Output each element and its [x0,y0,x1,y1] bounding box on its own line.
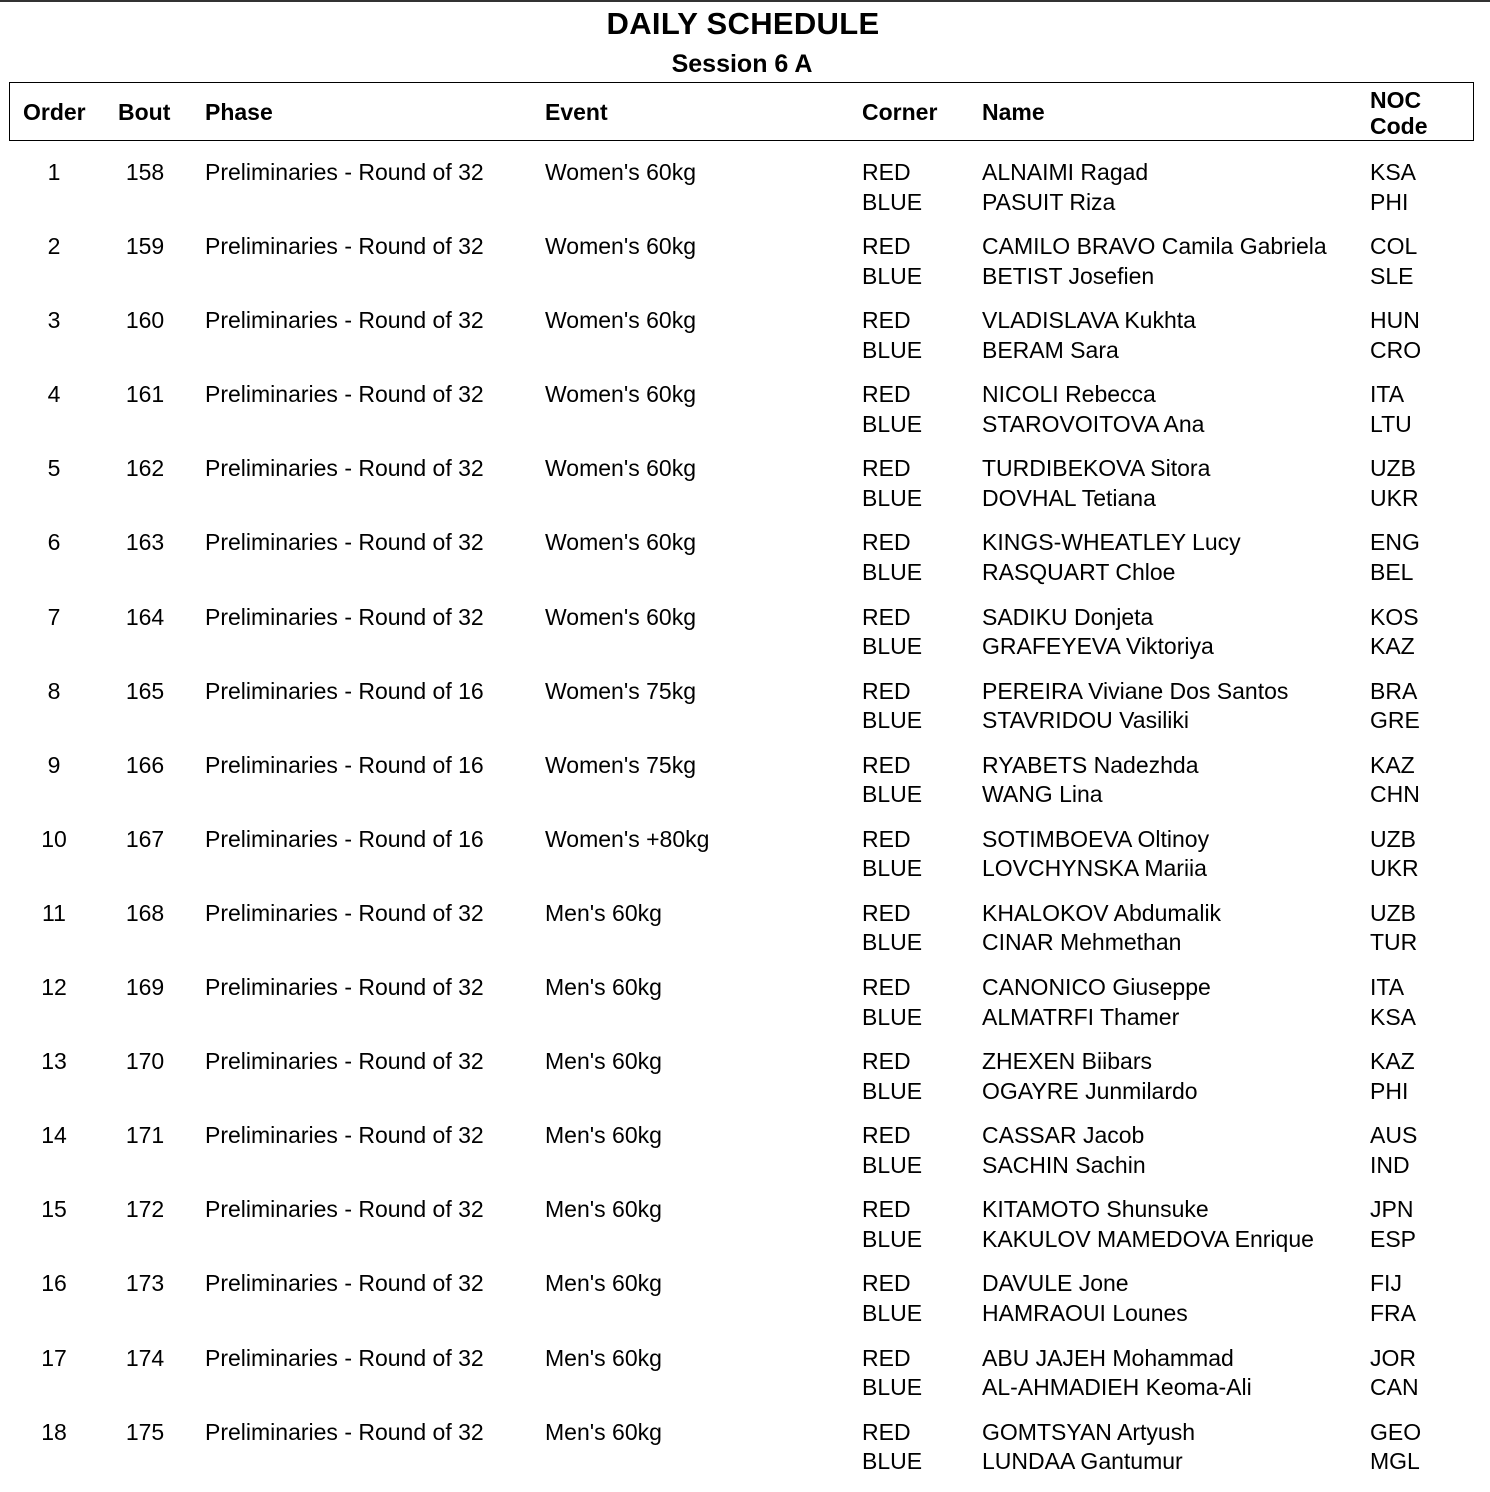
bout-cell: 159 [125,233,165,260]
corner-blue: BLUE [862,188,923,215]
column-header-noc-line1: NOC [1370,87,1422,113]
order-cell: 9 [47,751,61,778]
corner-blue: BLUE [862,707,923,734]
blue-athlete-name: RASQUART Chloe [982,558,1176,585]
noc-cell [1370,158,1416,217]
blue-athlete-name: AL-AHMADIEH Keoma-Ali [982,1374,1252,1400]
blue-noc-code: KAZ [1370,633,1415,660]
noc-cell [1370,751,1420,810]
corner-blue: BLUE [862,336,923,363]
red-noc-code: UZB [1370,825,1416,852]
bout-cell: 164 [125,603,165,630]
corner-red: RED [862,1122,911,1149]
order-cell: 2 [47,233,61,260]
event-cell: Women's 60kg [545,529,696,556]
order-cell: 11 [42,899,66,926]
blue-athlete-name: KAKULOV MAMEDOVA Enrique [982,1225,1314,1252]
red-noc-code: ITA [1370,974,1405,1001]
blue-noc-code: FRA [1370,1299,1416,1326]
event-cell: Men's 60kg [545,1344,662,1371]
column-header-noc-line2: Code [1370,113,1428,139]
bout-cell: 162 [125,455,165,482]
table-row [0,603,1490,677]
order-cell: 14 [41,1122,67,1149]
event-cell: Women's 60kg [545,307,696,334]
event-cell: Women's +80kg [545,825,710,852]
blue-athlete-name: ALMATRFI Thamer [982,1003,1180,1030]
table-row [0,380,1490,454]
noc-cell [1370,454,1419,513]
blue-noc-code: IND [1370,1151,1410,1178]
order-cell: 4 [47,381,61,408]
phase-cell: Preliminaries - Round of 16 [205,825,484,852]
red-noc-code: ENG [1370,529,1420,556]
red-noc-code: UZB [1370,455,1416,482]
order-cell: 16 [41,1270,67,1297]
noc-cell [1370,1047,1415,1106]
page-title: DAILY SCHEDULE [606,6,880,41]
phase-cell: Preliminaries - Round of 32 [205,455,484,482]
event-cell: Women's 60kg [545,381,696,408]
corner-cell [862,1418,922,1477]
noc-cell [1370,677,1420,736]
blue-noc-code: CAN [1370,1374,1419,1400]
order-cell: 18 [41,1418,67,1445]
event-cell: Women's 60kg [545,455,696,482]
corner-red: RED [862,381,911,408]
table-row [0,528,1490,602]
red-noc-code: JOR [1370,1344,1416,1371]
red-athlete-name: SADIKU Donjeta [982,603,1154,630]
corner-blue: BLUE [862,1299,923,1326]
corner-red: RED [862,603,911,630]
red-noc-code: KOS [1370,603,1419,630]
order-cell: 8 [47,677,61,704]
table-row [0,1344,1490,1418]
table-row [0,1195,1490,1269]
corner-cell [862,1047,922,1106]
corner-cell [862,1195,922,1254]
column-header-phase: Phase [205,99,273,125]
order-cell: 17 [41,1344,67,1371]
event-cell: Men's 60kg [545,1048,662,1075]
corner-blue: BLUE [862,1003,923,1030]
event-cell: Women's 60kg [545,233,696,260]
corner-red: RED [862,677,911,704]
blue-athlete-name: WANG Lina [982,781,1103,808]
order-cell: 15 [41,1196,67,1223]
column-header-bout: Bout [118,99,171,125]
name-cell [982,528,1241,587]
phase-cell: Preliminaries - Round of 32 [205,159,484,185]
event-cell: Men's 60kg [545,1418,662,1445]
blue-noc-code: KSA [1370,1003,1417,1030]
corner-cell [862,306,922,365]
bout-cell: 163 [125,529,165,556]
blue-athlete-name: PASUIT Riza [982,188,1116,215]
event-cell: Women's 60kg [545,159,696,185]
corner-blue: BLUE [862,781,923,808]
noc-cell [1370,232,1417,291]
event-cell: Men's 60kg [545,899,662,926]
red-athlete-name: CANONICO Giuseppe [982,974,1211,1001]
order-cell: 10 [41,825,67,852]
blue-noc-code: SLE [1370,262,1414,289]
red-athlete-name: NICOLI Rebecca [982,381,1156,408]
phase-cell: Preliminaries - Round of 32 [205,899,484,926]
red-athlete-name: ABU JAJEH Mohammad [982,1344,1234,1371]
corner-red: RED [862,529,911,556]
name-cell [982,1269,1188,1328]
corner-red: RED [862,751,911,778]
corner-blue: BLUE [862,262,923,289]
red-athlete-name: ZHEXEN Biibars [982,1048,1152,1075]
name-cell [982,232,1327,291]
corner-blue: BLUE [862,1225,923,1252]
column-header-corner: Corner [862,99,938,125]
corner-cell [862,1344,922,1403]
corner-cell [862,899,922,958]
noc-cell [1370,825,1419,884]
red-noc-code: JPN [1370,1196,1414,1223]
corner-blue: BLUE [862,410,923,437]
bout-cell: 168 [125,899,165,926]
name-cell [982,1418,1195,1477]
red-athlete-name: VLADISLAVA Kukhta [982,307,1196,334]
corner-cell [862,454,922,513]
corner-blue: BLUE [862,1077,923,1104]
bout-cell: 170 [125,1048,165,1075]
red-athlete-name: TURDIBEKOVA Sitora [982,455,1211,482]
corner-cell [862,380,922,439]
event-cell: Men's 60kg [545,974,662,1001]
noc-cell [1370,1418,1421,1477]
schedule-table-body [0,158,1490,1492]
bout-cell: 174 [125,1344,165,1371]
table-row [0,677,1490,751]
blue-athlete-name: OGAYRE Junmilardo [982,1077,1198,1104]
bout-cell: 173 [125,1270,165,1297]
table-row [0,899,1490,973]
red-noc-code: UZB [1370,899,1416,926]
blue-noc-code: ESP [1370,1225,1417,1252]
corner-cell [862,158,922,217]
blue-noc-code: UKR [1370,855,1419,882]
corner-red: RED [862,159,911,185]
red-noc-code: AUS [1370,1122,1418,1149]
phase-cell: Preliminaries - Round of 32 [205,974,484,1001]
red-athlete-name: ALNAIMI Ragad [982,159,1149,185]
phase-cell: Preliminaries - Round of 32 [205,1196,484,1223]
noc-cell [1370,603,1419,662]
corner-red: RED [862,307,911,334]
corner-blue: BLUE [862,633,923,660]
noc-cell [1370,1269,1416,1328]
bout-cell: 167 [125,825,165,852]
corner-blue: BLUE [862,855,923,882]
corner-cell [862,751,922,810]
name-cell [982,899,1221,958]
noc-cell [1370,1121,1417,1180]
red-athlete-name: KINGS-WHEATLEY Lucy [982,529,1241,556]
column-header-order: Order [23,99,86,125]
corner-red: RED [862,1270,911,1297]
corner-cell [862,603,922,662]
corner-cell [862,973,922,1032]
blue-athlete-name: STAVRIDOU Vasiliki [982,707,1190,734]
blue-athlete-name: CINAR Mehmethan [982,929,1182,956]
corner-red: RED [862,899,911,926]
corner-cell [862,1121,922,1180]
corner-red: RED [862,233,911,260]
noc-cell [1370,528,1420,587]
name-cell [982,306,1196,365]
red-athlete-name: GOMTSYAN Artyush [982,1418,1196,1445]
red-noc-code: KAZ [1370,751,1415,778]
blue-athlete-name: GRAFEYEVA Viktoriya [982,633,1214,660]
order-cell: 3 [47,307,61,334]
blue-athlete-name: STAROVOITOVA Ana [982,410,1205,437]
event-cell: Women's 75kg [545,677,696,704]
name-cell [982,603,1214,662]
bout-cell: 172 [125,1196,165,1223]
order-cell: 5 [47,455,61,482]
corner-blue: BLUE [862,1151,923,1178]
corner-red: RED [862,1344,911,1371]
blue-noc-code: LTU [1370,410,1412,437]
blue-athlete-name: DOVHAL Tetiana [982,484,1156,511]
red-noc-code: GEO [1370,1418,1422,1445]
noc-cell [1370,306,1421,365]
blue-athlete-name: BETIST Josefien [982,262,1155,289]
event-cell: Men's 60kg [545,1196,662,1223]
table-row [0,1121,1490,1195]
column-header-noc-code [1370,87,1460,139]
corner-blue: BLUE [862,558,923,585]
noc-cell [1370,1195,1416,1254]
noc-cell [1370,1344,1419,1403]
blue-noc-code: BEL [1370,558,1414,585]
column-header-event: Event [545,99,608,125]
blue-noc-code: GRE [1370,707,1420,734]
name-cell [982,677,1288,736]
blue-athlete-name: LUNDAA Gantumur [982,1448,1183,1475]
red-athlete-name: KITAMOTO Shunsuke [982,1196,1209,1223]
name-cell [982,380,1204,439]
name-cell [982,1047,1198,1106]
table-row [0,232,1490,306]
phase-cell: Preliminaries - Round of 16 [205,751,484,778]
red-noc-code: FIJ [1370,1270,1402,1297]
red-noc-code: HUN [1370,307,1420,334]
table-row [0,306,1490,380]
table-row [0,1418,1490,1492]
corner-cell [862,232,922,291]
noc-cell [1370,380,1412,439]
top-rule [0,0,1490,2]
red-noc-code: ITA [1370,381,1405,408]
phase-cell: Preliminaries - Round of 16 [205,677,484,704]
corner-red: RED [862,1418,911,1445]
corner-red: RED [862,974,911,1001]
event-cell: Men's 60kg [545,1270,662,1297]
corner-red: RED [862,455,911,482]
phase-cell: Preliminaries - Round of 32 [205,1048,484,1075]
corner-cell [862,528,922,587]
red-athlete-name: RYABETS Nadezhda [982,751,1199,778]
column-header-name: Name [982,99,1045,125]
blue-noc-code: MGL [1370,1448,1420,1475]
red-athlete-name: PEREIRA Viviane Dos Santos [982,677,1289,704]
phase-cell: Preliminaries - Round of 32 [205,1418,484,1445]
blue-noc-code: CHN [1370,781,1420,808]
name-cell [982,751,1199,810]
bout-cell: 175 [125,1418,165,1445]
corner-red: RED [862,1048,911,1075]
table-row [0,1269,1490,1343]
name-cell [982,158,1148,217]
blue-noc-code: TUR [1370,929,1418,956]
bout-cell: 158 [125,159,165,185]
blue-noc-code: CRO [1370,336,1422,363]
red-noc-code: BRA [1370,677,1418,704]
bout-cell: 165 [125,677,165,704]
blue-athlete-name: SACHIN Sachin [982,1151,1146,1178]
red-noc-code: KSA [1370,159,1417,185]
phase-cell: Preliminaries - Round of 32 [205,1122,484,1149]
blue-athlete-name: BERAM Sara [982,336,1119,363]
bout-cell: 166 [125,751,165,778]
corner-red: RED [862,825,911,852]
corner-blue: BLUE [862,484,923,511]
blue-noc-code: PHI [1370,188,1409,215]
table-row [0,1047,1490,1121]
table-row [0,158,1490,232]
blue-athlete-name: HAMRAOUI Lounes [982,1299,1188,1326]
bout-cell: 171 [125,1122,165,1149]
red-athlete-name: SOTIMBOEVA Oltinoy [982,825,1210,852]
corner-cell [862,677,922,736]
bout-cell: 169 [125,974,165,1001]
session-subtitle: Session 6 A [671,50,813,78]
red-noc-code: KAZ [1370,1048,1415,1075]
event-cell: Men's 60kg [545,1122,662,1149]
order-cell: 1 [47,159,61,185]
name-cell [982,973,1211,1032]
phase-cell: Preliminaries - Round of 32 [205,529,484,556]
corner-cell [862,1269,922,1328]
corner-blue: BLUE [862,1374,923,1400]
phase-cell: Preliminaries - Round of 32 [205,1344,484,1371]
corner-cell [862,825,922,884]
name-cell [982,454,1210,513]
phase-cell: Preliminaries - Round of 32 [205,1270,484,1297]
red-athlete-name: CAMILO BRAVO Camila Gabriela [982,233,1327,260]
red-athlete-name: CASSAR Jacob [982,1122,1145,1149]
corner-blue: BLUE [862,929,923,956]
order-cell: 12 [41,974,67,1001]
blue-noc-code: PHI [1370,1077,1409,1104]
table-row [0,825,1490,899]
event-cell: Women's 75kg [545,751,696,778]
name-cell [982,825,1209,884]
noc-cell [1370,973,1416,1032]
bout-cell: 161 [125,381,165,408]
order-cell: 13 [41,1048,67,1075]
name-cell [982,1121,1146,1180]
table-row [0,973,1490,1047]
phase-cell: Preliminaries - Round of 32 [205,233,484,260]
bout-cell: 160 [125,307,165,334]
red-athlete-name: KHALOKOV Abdumalik [982,899,1222,926]
red-athlete-name: DAVULE Jone [982,1270,1129,1297]
noc-cell [1370,899,1417,958]
name-cell [982,1344,1252,1403]
event-cell: Women's 60kg [545,603,696,630]
table-row [0,454,1490,528]
order-cell: 7 [47,603,61,630]
table-row [0,751,1490,825]
corner-red: RED [862,1196,911,1223]
phase-cell: Preliminaries - Round of 32 [205,381,484,408]
phase-cell: Preliminaries - Round of 32 [205,603,484,630]
blue-noc-code: UKR [1370,484,1419,511]
phase-cell: Preliminaries - Round of 32 [205,307,484,334]
order-cell: 6 [47,529,61,556]
corner-blue: BLUE [862,1448,923,1475]
name-cell [982,1195,1314,1254]
blue-athlete-name: LOVCHYNSKA Mariia [982,855,1207,882]
red-noc-code: COL [1370,233,1418,260]
